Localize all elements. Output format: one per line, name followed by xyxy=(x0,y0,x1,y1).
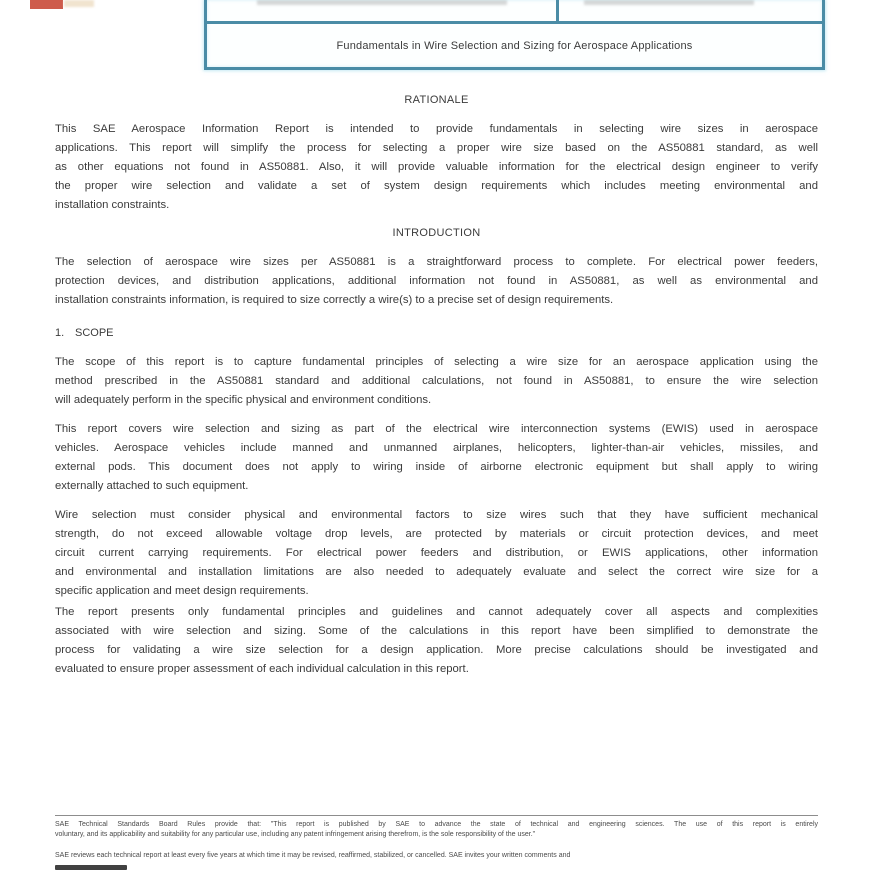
text-line: This SAE Aerospace Information Report is intended to provide fundamentals in selecting wire sizes in aerospace xyxy=(55,123,818,135)
text-line: vehicles. Aerospace vehicles include manned and unmanned airplanes, helicopters, lighter-than-air vehicles, missiles, and xyxy=(55,442,818,454)
text-line: evaluated to ensure proper assessment of each individual calculation in this report. xyxy=(55,663,469,675)
text-line: installation constraints. xyxy=(55,199,170,211)
text-line: The scope of this report is to capture fundamental principles of selecting a wire size for an aerospace application using the xyxy=(55,356,818,368)
text-line: external pods. This document does not apply to wiring inside of airborne electronic equipment but shall apply to wiring xyxy=(55,461,818,473)
text-line: process for validating a wire size selection for a design application. More precise calculations should be investigated and xyxy=(55,644,818,656)
text-line: associated with wire selection and sizing. Some of the calculations in this report have been simplified to demonstrate the xyxy=(55,625,818,637)
scope-paragraph-3 xyxy=(55,506,818,601)
scope-paragraph-1 xyxy=(55,353,818,410)
scope-section-title: SCOPE xyxy=(75,327,114,339)
text-line: the proper wire selection and validate a set of system design requirements which includes meeting environmental and xyxy=(55,180,818,192)
text-line: will adequately perform in the specific physical and environment conditions. xyxy=(55,394,432,406)
scope-section-heading xyxy=(55,327,114,339)
header-table-title-row xyxy=(207,24,822,67)
text-line: SAE Technical Standards Board Rules provide that: "This report is published by SAE to advance the state of technical and engineering sciences. The use of this report is entirely xyxy=(55,821,818,828)
header-table-top-row xyxy=(207,0,822,24)
text-line: SAE reviews each technical report at least every five years at which time it may be revised, reaffirmed, stabilized, or cancelled. SAE invites your written comments and xyxy=(55,852,571,859)
document-header-table xyxy=(204,0,825,70)
rationale-heading: RATIONALE xyxy=(404,94,469,106)
scope-paragraph-2 xyxy=(55,420,818,496)
text-line: applications. This report will simplify the process for selecting a proper wire size based on the AS50881 standard, as well xyxy=(55,142,818,154)
sae-logo-mark-cutoff xyxy=(30,0,63,9)
footer-standards-board-notice xyxy=(55,820,818,839)
scope-paragraph-4 xyxy=(55,603,818,679)
text-line: protection devices, and distribution applications, additional information not found in AS50881, as well as environmental and xyxy=(55,275,818,287)
footer-review-notice xyxy=(55,851,818,861)
header-table-cell-right xyxy=(559,0,822,21)
text-line: strength, do not exceed allowable voltage drop levels, are protected by materials or circuit protection devices, and meet xyxy=(55,528,818,540)
text-line: The selection of aerospace wire sizes per AS50881 is a straightforward process to complete. For electrical power feeders, xyxy=(55,256,818,268)
header-table-cell-left xyxy=(207,0,559,21)
cutoff-text-smudge xyxy=(584,0,754,5)
document-title: Fundamentals in Wire Selection and Sizing for Aerospace Applications xyxy=(336,39,693,52)
text-line: This report covers wire selection and sizing as part of the electrical wire interconnection systems (EWIS) used in aerospace xyxy=(55,423,818,435)
text-line: voluntary, and its applicability and suitability for any particular use, including any patent infringement arising therefrom, is the sole responsibility of the user." xyxy=(55,830,536,838)
text-line: circuit current carrying requirements. For electrical power feeders and distribution, or EWIS applications, other information xyxy=(55,547,818,559)
text-line: method prescribed in the AS50881 standard and additional calculations, not found in AS50881, to ensure the wire selection xyxy=(55,375,818,387)
text-line: as other equations not found in AS50881. Also, it will provide valuable information for the electrical design engineer to verify xyxy=(55,161,818,173)
rationale-paragraph xyxy=(55,120,818,215)
text-line: installation constraints information, is required to size correctly a wire(s) to a precise set of design requirements. xyxy=(55,294,614,306)
text-line: The report presents only fundamental principles and guidelines and cannot adequately cover all aspects and complexities xyxy=(55,606,818,618)
text-line: and environmental and installation limitations are also needed to adequately evaluate and select the correct wire size for a xyxy=(55,566,818,578)
cutoff-text-smudge xyxy=(257,0,507,5)
scope-section-number: 1. xyxy=(55,327,65,339)
text-line: specific application and meet design requirements. xyxy=(55,585,309,597)
logo-smudge xyxy=(64,0,94,7)
text-line: externally attached to such equipment. xyxy=(55,480,249,492)
text-line: Wire selection must consider physical and environmental factors to size wires such that they have sufficient mechanical xyxy=(55,509,818,521)
footer-divider-rule xyxy=(55,815,818,816)
cutoff-text-fragment xyxy=(55,865,127,870)
introduction-heading: INTRODUCTION xyxy=(392,227,481,239)
introduction-paragraph xyxy=(55,253,818,310)
